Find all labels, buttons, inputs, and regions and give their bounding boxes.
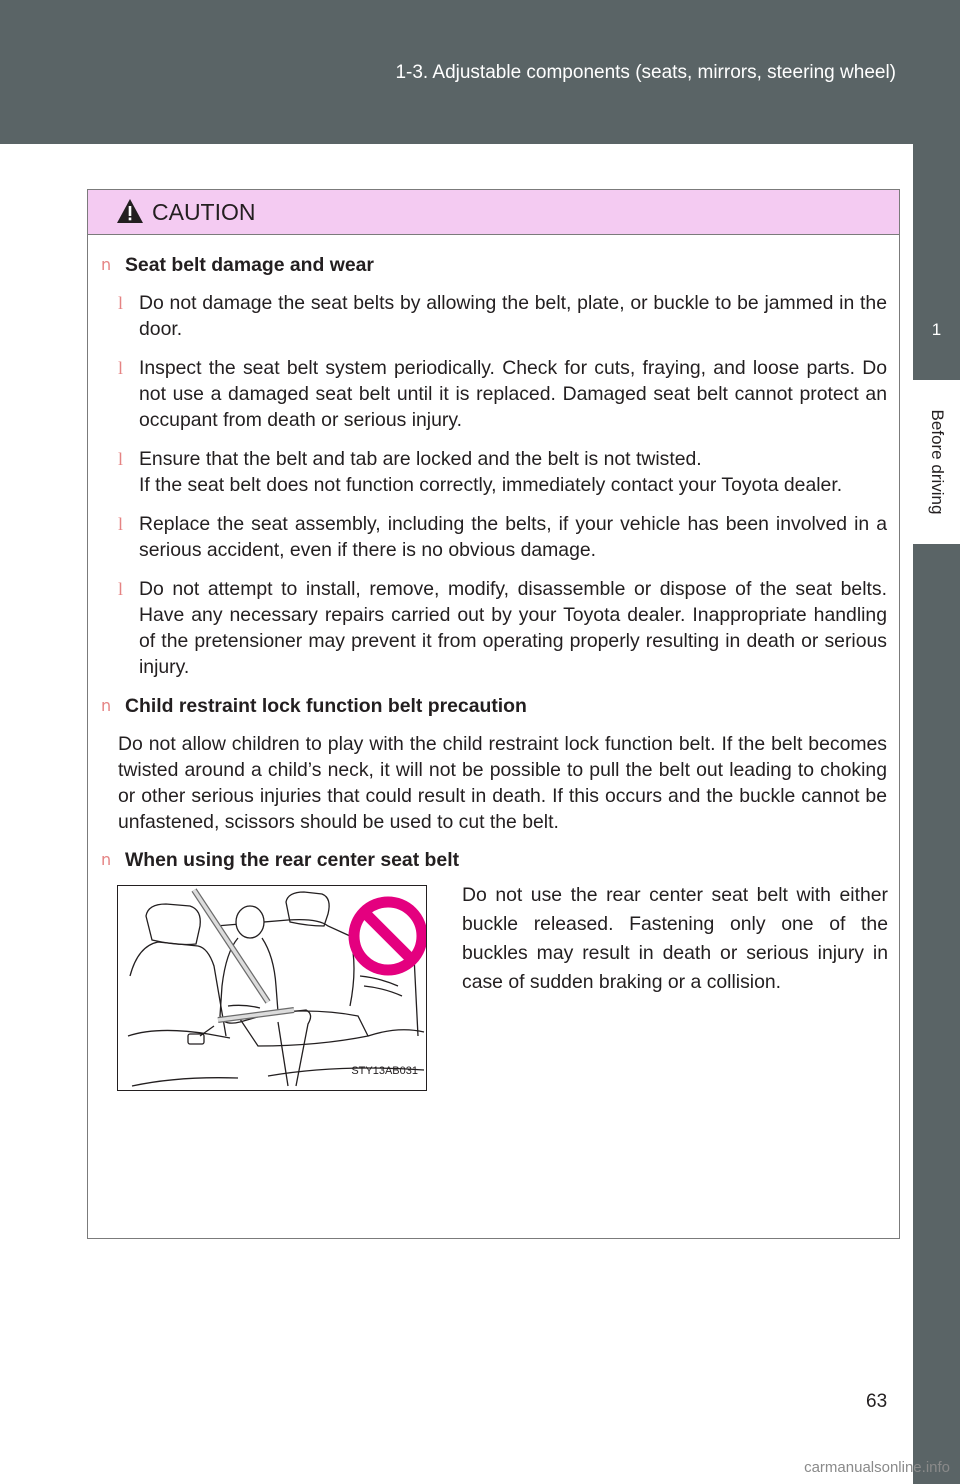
section-paragraph: Do not allow children to play with the child restraint lock function belt. If the belt becomes twisted around a child’s neck, it will not be possible to pull the belt out leading to choking or other serious injuries that could result in death. If this occurs and the buckle cannot be unfastened, scissors should be used to cut the belt. bbox=[118, 733, 887, 833]
section-title: 1-3. Adjustable components (seats, mirrors, steering wheel) bbox=[395, 62, 896, 83]
page-number: 63 bbox=[866, 1391, 888, 1412]
chapter-tab bbox=[913, 228, 960, 380]
heading-text: Child restraint lock function belt precaution bbox=[125, 695, 527, 717]
square-bullet: n bbox=[101, 696, 112, 715]
side-tab-top bbox=[913, 144, 960, 228]
item-text: Ensure that the belt and tab are locked and the belt is not twisted. bbox=[139, 448, 702, 470]
heading-text: Seat belt damage and wear bbox=[125, 254, 374, 276]
page-header bbox=[0, 0, 960, 144]
heading-text: When using the rear center seat belt bbox=[125, 849, 460, 871]
list-item bbox=[106, 446, 887, 498]
round-bullet: l bbox=[118, 293, 124, 313]
round-bullet: l bbox=[118, 579, 124, 599]
list-item bbox=[106, 576, 887, 680]
item-text: Do not damage the seat belts by allowing the belt, plate, or buckle to be jammed in the door. bbox=[139, 292, 887, 340]
figure-row bbox=[106, 885, 887, 1115]
prohibition-sign bbox=[354, 902, 422, 970]
round-bullet: l bbox=[118, 514, 124, 534]
list-item bbox=[106, 511, 887, 563]
side-tab-bottom bbox=[913, 544, 960, 1484]
list-item bbox=[106, 290, 887, 342]
item-text: If the seat belt does not function correctly, immediately contact your Toyota dealer. bbox=[139, 474, 843, 496]
square-bullet: n bbox=[101, 850, 112, 869]
round-bullet: l bbox=[118, 358, 124, 378]
item-text: Inspect the seat belt system periodically. Check for cuts, fraying, and loose parts. Do not use a damaged seat belt until it is replaced. Damaged seat belt cannot protect an occupant from death or serious injury. bbox=[139, 357, 887, 431]
warning-icon bbox=[116, 198, 144, 224]
watermark: carmanualsonline.info bbox=[804, 1459, 950, 1476]
figure-code: STY13AB031 bbox=[351, 1065, 418, 1077]
chapter-number: 1 bbox=[931, 320, 942, 339]
chapter-label: Before driving bbox=[927, 409, 947, 515]
list-item bbox=[106, 355, 887, 433]
item-text: Do not attempt to install, remove, modify, disassemble or dispose of the seat belts. Have any necessary repairs carried out by your Toyota dealer. Inappropriate handling of the pretensioner may prevent it from operating properly resulting in death or serious injury. bbox=[139, 578, 887, 678]
round-bullet: l bbox=[118, 449, 124, 469]
caution-header bbox=[88, 190, 899, 235]
item-text: Replace the seat assembly, including the belts, if your vehicle has been involved in a serious accident, even if there is no obvious damage. bbox=[139, 513, 887, 561]
section-heading bbox=[101, 693, 887, 719]
rear-seat-belt-illustration bbox=[117, 885, 427, 1091]
caution-content bbox=[101, 252, 888, 1115]
section-heading bbox=[101, 252, 887, 278]
square-bullet: n bbox=[101, 255, 112, 274]
section-heading bbox=[101, 847, 887, 873]
caution-box bbox=[87, 189, 900, 1239]
caution-title: CAUTION bbox=[152, 199, 256, 225]
chapter-label-tab bbox=[913, 380, 960, 544]
figure-description: Do not use the rear center seat belt with either buckle released. Fastening only one of the buckles may result in death or serious injury in case of sudden braking or a collision. bbox=[462, 884, 888, 993]
